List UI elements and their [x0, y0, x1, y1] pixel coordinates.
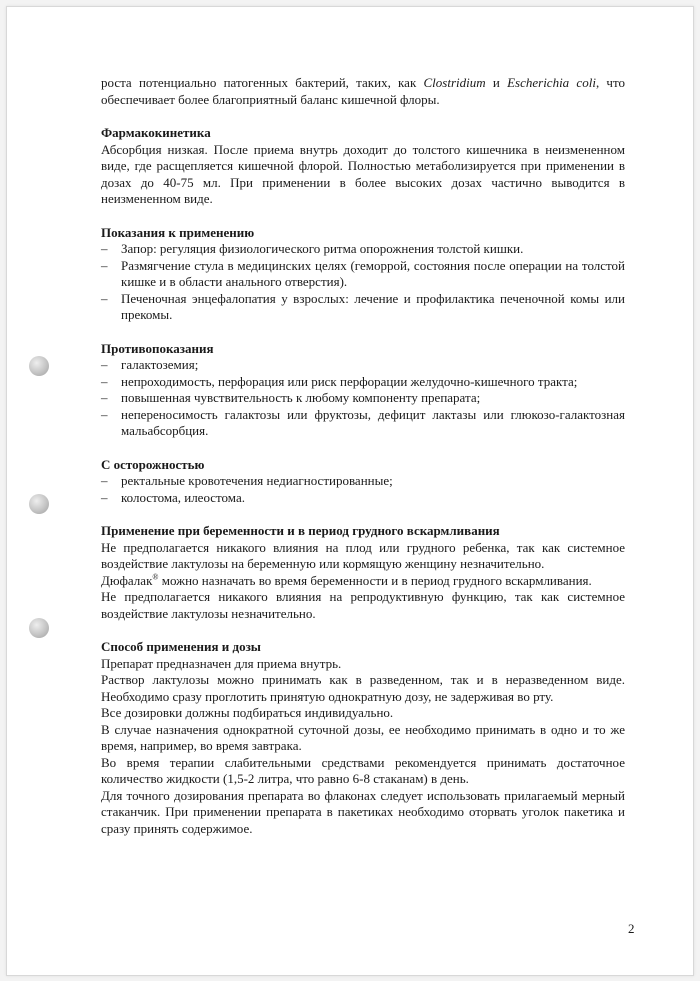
dosage-paragraph: Во время терапии слабительными средствами рекомендуется принимать достаточное количество жидкости (1,5-2 литра, что равно 6-8 стаканам) в день.: [101, 754, 625, 786]
registered-mark: ®: [152, 572, 159, 582]
indications-heading: Показания к применению: [101, 224, 255, 240]
document-body: [101, 75, 625, 837]
intro-text-3: , что обеспечивает более благоприятный баланс кишечной флоры.: [101, 75, 625, 107]
contraindication-item: – повышенная чувствительность к любому компоненту препарата;: [101, 390, 625, 407]
caution-item: – колостома, илеостома.: [101, 490, 625, 507]
page-number: 2: [628, 921, 635, 936]
brand-name: Дюфалак: [101, 572, 153, 588]
binder-hole-bottom: [29, 618, 49, 638]
intro-text-1: роста потенциально патогенных бактерий, таких, как: [101, 75, 424, 90]
indication-item: – Размягчение стула в медицинских целях (геморрой, состояния после операции на толстой кишке и в области анального отверстия).: [101, 258, 625, 291]
pregnancy-paragraph-2: [101, 573, 625, 590]
caution-heading: С осторожностью: [101, 456, 205, 472]
indications-list: [101, 241, 625, 324]
intro-text-2: и: [485, 75, 508, 90]
dosage-paragraph: Для точного дозирования препарата во флаконах следует использовать прилагаемый мерный стаканчик. При применении препарата в пакетиках необходимо оторвать уголок пакетика и сразу принять содержимое.: [101, 787, 625, 836]
intro-section: [101, 75, 625, 108]
contraindications-section: [101, 341, 625, 440]
caution-section: [101, 457, 625, 507]
pregnancy-section: [101, 523, 625, 622]
organism-escherichia-coli: Escherichia coli: [507, 75, 596, 90]
dosage-heading: Способ применения и дозы: [101, 639, 261, 654]
pregnancy-heading: Применение при беременности и в период грудного вскармливания: [101, 523, 500, 538]
indication-item: – Печеночная энцефалопатия у взрослых: лечение и профилактика печеночной комы или прекомы.: [101, 291, 625, 324]
contraindications-list: [101, 357, 625, 440]
binder-hole-top: [29, 356, 49, 376]
caution-list: [101, 473, 625, 506]
dosage-paragraph: Раствор лактулозы можно принимать как в разведенном, так и в неразведенном виде. Необходимо сразу проглотить принятую однократную дозу, не задерживая во рту.: [101, 672, 625, 704]
pharmacokinetics-heading: Фармакокинетика: [101, 125, 211, 140]
pregnancy-paragraph-1: Не предполагается никакого влияния на плод или грудного ребенка, так как системное воздействие лактулозы на беременную или кормящую женщину незначительно.: [101, 539, 625, 571]
organism-clostridium: Clostridium: [423, 75, 486, 90]
pregnancy-paragraph-3: Не предполагается никакого влияния на репродуктивную функцию, так как системное воздействие лактулозы незначительно.: [101, 589, 625, 621]
dosage-section: [101, 639, 625, 837]
pregnancy-paragraph-2-text: можно назначать во время беременности и в период грудного вскармливания.: [158, 572, 592, 588]
intro-paragraph: [101, 75, 625, 108]
contraindications-heading: Противопоказания: [101, 340, 214, 356]
caution-item: – ректальные кровотечения недиагностированные;: [101, 473, 625, 490]
pharmacokinetics-text: Абсорбция низкая. После приема внутрь доходит до толстого кишечника в неизмененном виде, где расщепляется кишечной флорой. Полностью метаболизируется при применении в дозах до 40-75 мл. При применении в более высоких дозах частично выводится в неизмененном виде.: [101, 141, 625, 206]
indication-item: – Запор: регуляция физиологического ритма опорожнения толстой кишки.: [101, 241, 625, 258]
contraindication-item: – непереносимость галактозы или фруктозы, дефицит лактазы или глюкозо-галактозная мальабсорбция.: [101, 407, 625, 440]
dosage-paragraph: Все дозировки должны подбираться индивидуально.: [101, 705, 394, 720]
dosage-paragraph: Препарат предназначен для приема внутрь.: [101, 655, 342, 671]
dosage-paragraph: В случае назначения однократной суточной дозы, ее необходимо принимать в одно и то же время, например, во время завтрака.: [101, 721, 625, 753]
contraindication-item: – непроходимость, перфорация или риск перфорации желудочно-кишечного тракта;: [101, 374, 625, 391]
binder-hole-middle: [29, 494, 49, 514]
pharmacokinetics-section: [101, 125, 625, 208]
indications-section: [101, 225, 625, 324]
contraindication-item: – галактоземия;: [101, 357, 625, 374]
